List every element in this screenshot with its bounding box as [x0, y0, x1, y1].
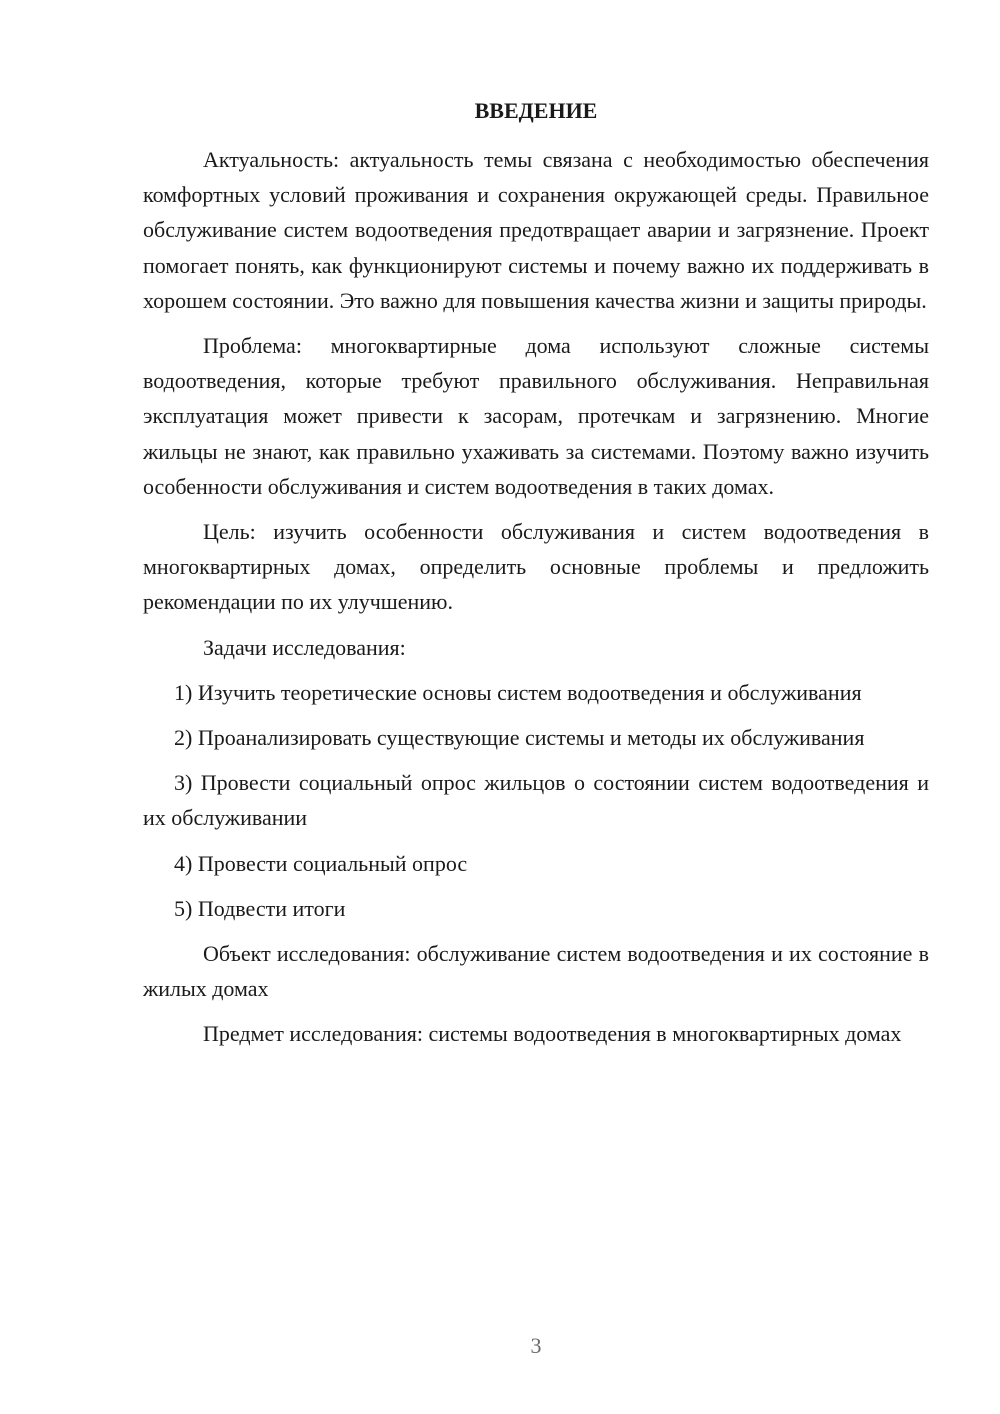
task-item: 5) Подвести итоги [174, 895, 346, 921]
object-paragraph: Объект исследования: обслуживание систем водоотведения и их состояние в жилых домах [143, 941, 929, 1002]
task-item: 4) Провести социальный опрос [174, 850, 468, 876]
task-item: 1) Изучить теоретические основы систем водоотведения и обслуживания [174, 679, 862, 705]
page-number: 3 [530, 1333, 542, 1358]
goal-paragraph: Цель: изучить особенности обслуживания и систем водоотведения в многоквартирных домах, определить основные проблемы и предложить рекомендации по их улучшению. [143, 519, 929, 615]
relevance-paragraph: Актуальность: актуальность темы связана с необходимостью обеспечения комфортных условий проживания и сохранения окружающей среды. Правильное обслуживание систем водоотведения предотвращает аварии и загрязнение. Проект помогает понять, как функционируют системы и почему важно их поддерживать в хорошем состоянии. Это важно для повышения качества жизни и защиты природы. [143, 147, 929, 313]
section-title: ВВЕДЕНИЕ [474, 98, 598, 123]
tasks-heading: Задачи исследования: [203, 634, 406, 660]
document-body [143, 142, 929, 1062]
subject-paragraph: Предмет исследования: системы водоотведения в многоквартирных домах [203, 1021, 902, 1047]
task-item: 3) Провести социальный опрос жильцов о состоянии систем водоотведения и их обслуживании [143, 770, 929, 831]
task-item: 2) Проанализировать существующие системы и методы их обслуживания [174, 725, 865, 751]
problem-paragraph: Проблема: многоквартирные дома используют сложные системы водоотведения, которые требуют правильного обслуживания. Неправильная эксплуатация может привести к засорам, протечкам и загрязнению. Многие жильцы не знают, как правильно ухаживать за системами. Поэтому важно изучить особенности обслуживания и систем водоотведения в таких домах. [143, 333, 929, 499]
